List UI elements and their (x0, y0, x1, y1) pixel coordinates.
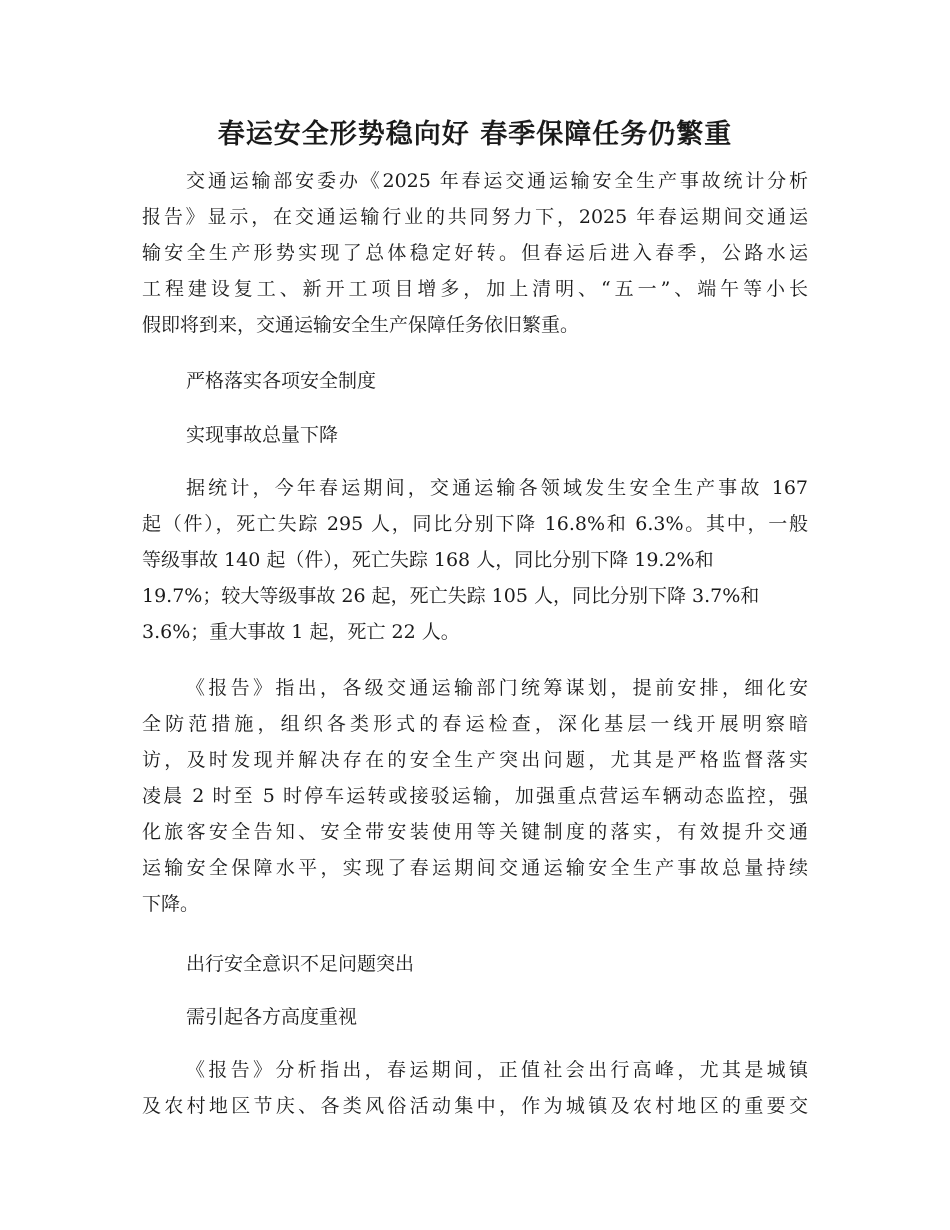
paragraph-analysis (142, 1052, 808, 1124)
paragraph-report (142, 670, 808, 922)
paragraph-line: 工程建设复工、新开工项目增多，加上清明、“五一”、端午等小长 (142, 278, 808, 300)
paragraph-line: 化旅客安全告知、安全带安装使用等关键制度的落实，有效提升交通 (142, 821, 808, 843)
paragraph-line: 交通运输部安委办《2025 年春运交通运输安全生产事故统计分析 (186, 170, 808, 192)
paragraph-line: 起（件），死亡失踪 295 人，同比分别下降 16.8%和 6.3%。其中，一般 (142, 513, 808, 535)
section-heading (142, 363, 808, 399)
paragraph-line: 访，及时发现并解决存在的安全生产突出问题，尤其是严格监督落实 (142, 749, 808, 771)
paragraph-line: 3.6%；重大事故 1 起，死亡 22 人。 (142, 621, 460, 643)
paragraph-line: 及农村地区节庆、各类风俗活动集中，作为城镇及农村地区的重要交 (142, 1095, 808, 1117)
paragraph-line: 19.7%；较大等级事故 26 起，死亡失踪 105 人，同比分别下降 3.7%和 (142, 585, 760, 607)
section-heading (142, 999, 808, 1035)
paragraph-line: 输安全生产形势实现了总体稳定好转。但春运后进入春季，公路水运 (142, 242, 808, 264)
paragraph-line: 需引起各方高度重视 (186, 1006, 358, 1028)
article-title: 春运安全形势稳向好 春季保障任务仍繁重 (217, 119, 733, 150)
paragraph-line: 出行安全意识不足问题突出 (186, 953, 415, 975)
paragraph-line: 假即将到来，交通运输安全生产保障任务依旧繁重。 (142, 314, 580, 336)
section-heading (142, 417, 808, 453)
paragraph-line: 《报告》分析指出，春运期间，正值社会出行高峰，尤其是城镇 (186, 1059, 808, 1081)
paragraph-statistics (142, 470, 808, 650)
paragraph-line: 《报告》指出，各级交通运输部门统筹谋划，提前安排，细化安 (186, 677, 808, 699)
paragraph-line: 运输安全保障水平，实现了春运期间交通运输安全生产事故总量持续 (142, 857, 808, 879)
paragraph-line: 报告》显示，在交通运输行业的共同努力下，2025 年春运期间交通运 (142, 206, 808, 228)
paragraph-intro (142, 163, 808, 343)
paragraph-line: 下降。 (142, 893, 200, 915)
paragraph-line: 凌晨 2 时至 5 时停车运转或接驳运输，加强重点营运车辆动态监控，强 (142, 785, 808, 807)
paragraph-line: 严格落实各项安全制度 (186, 370, 377, 392)
section-heading (142, 946, 808, 982)
paragraph-line: 据统计，今年春运期间，交通运输各领域发生安全生产事故 167 (186, 477, 808, 499)
paragraph-line: 实现事故总量下降 (186, 424, 339, 446)
paragraph-line: 全防范措施，组织各类形式的春运检查，深化基层一线开展明察暗 (142, 713, 808, 735)
paragraph-line: 等级事故 140 起（件），死亡失踪 168 人，同比分别下降 19.2%和 (142, 549, 714, 571)
